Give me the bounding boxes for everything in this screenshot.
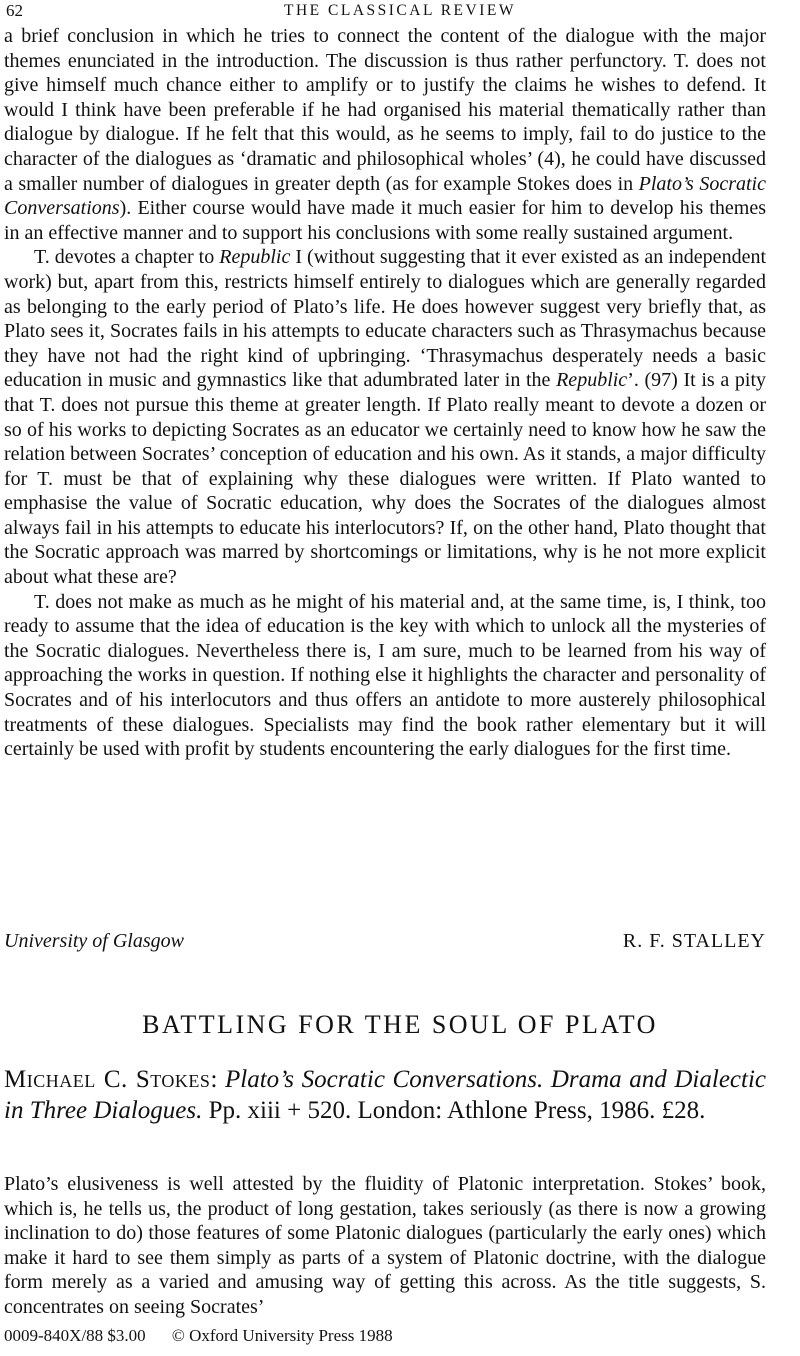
review-paragraph-3: T. does not make as much as he might of his material and, at the same time, is, I think, too ready to assume that the idea of education is the key with which to unlock all the mysteries of the Socratic dialogues. Nevertheless there is, I am sure, much to be learned from his way of approaching the works in question. If nothing else it highlights the character and personality of Socrates and of his interlocutors and thus offers an antidote to more austerely philosophical treatments of these dialogues. Specialists may find the book rather elementary but it will certainly be used with profit by students encountering the early dialogues for the first time.	[4, 590, 766, 761]
footer	[4, 1326, 415, 1346]
cited-book-title: Plato’s Socratic Conversations	[4, 172, 766, 220]
reviewer-name: R. F. STALLEY	[622, 930, 766, 952]
page-number: 62	[6, 1, 23, 20]
copyright: © Oxford University Press 1988	[171, 1326, 393, 1345]
reviewer-affiliation: University of Glasgow	[4, 930, 184, 952]
review-heading: BATTLING FOR THE SOUL OF PLATO	[142, 1010, 658, 1039]
journal-title: THE CLASSICAL REVIEW	[284, 2, 516, 19]
book-author: Michael C. Stokes	[4, 1066, 211, 1093]
review-paragraph-1: a brief conclusion in which he tries to connect the content of the dialogue with the major themes enunciated in the introduction. The discussion is thus rather perfunctory. T. does not give himself much chance either to amplify or to justify the claims he wishes to defend. It would I think have been preferable if he had organised his material thematically rather than dialogue by dialogue. If he felt that this would, as he seems to imply, fail to do justice to the character of the dialogues as ‘dramatic and philosophical wholes’ (4), he could have discussed a smaller number of dialogues in greater depth (as for example Stokes does in Plato’s Socratic Conversations). Either course would have made it much easier for him to develop his themes in an effective manner and to support his conclusions with some really sustained argument.	[4, 25, 766, 244]
book-citation: Michael C. Stokes: Plato’s Socratic Conversations. Drama and Dialectic in Three Dialogues. Pp. xiii + 520. London: Athlone Press, 1986. £28.	[4, 1066, 766, 1124]
review-body	[4, 24, 766, 762]
book-title: Plato’s Socratic Conversations. Drama and Dialectic in Three Dialogues.	[4, 1066, 766, 1124]
issn-price: 0009-840X/88 $3.00	[4, 1326, 146, 1345]
new-review-body	[4, 1172, 766, 1320]
review-paragraph-2: T. devotes a chapter to Republic I (without suggesting that it ever existed as an independent work) but, apart from this, restricts himself entirely to dialogues which are generally regarded as belonging to the early period of Plato’s life. He does however suggest very briefly that, as Plato sees it, Socrates fails in his attempts to educate characters such as Thrasymachus because they have not had the right kind of upbringing. ‘Thrasymachus desperately needs a basic education in music and gymnastics like that adumbrated later in the Republic’. (97) It is a pity that T. does not pursue this theme at greater length. If Plato really meant to devote a dozen or so of his works to depicting Socrates as an educator we certainly need to know how he saw the relation between Socrates’ conception of education and his own. As it stands, a major difficulty for T. must be that of explaining why these dialogues were written. If Plato wanted to emphasise the value of Socratic education, why does the Socrates of the dialogues almost always fail in his attempts to educate his interlocutors? If, on the other hand, Plato thought that the Socratic approach was marred by shortcomings or limitations, why is he not more explicit about what these are?	[4, 246, 767, 589]
new-review-paragraph: Plato’s elusiveness is well attested by the fluidity of Platonic interpretation. Stokes’ book, which is, he tells us, the product of long gestation, takes seriously (as there is now a growing inclination to do) those features of some Platonic dialogues (particularly the early ones) which make it hard to see them simply as parts of a system of Platonic doctrine, with the dialogue form merely as a varied and amusing way of getting this across. As the title suggests, S. concentrates on seeing Socrates’	[4, 1173, 766, 1318]
running-head	[0, 0, 800, 22]
byline	[4, 928, 766, 954]
cited-work-republic: Republic	[556, 369, 628, 392]
cited-work-republic: Republic	[219, 246, 291, 269]
book-details: Pp. xiii + 520. London: Athlone Press, 1986. £28.	[202, 1097, 706, 1124]
